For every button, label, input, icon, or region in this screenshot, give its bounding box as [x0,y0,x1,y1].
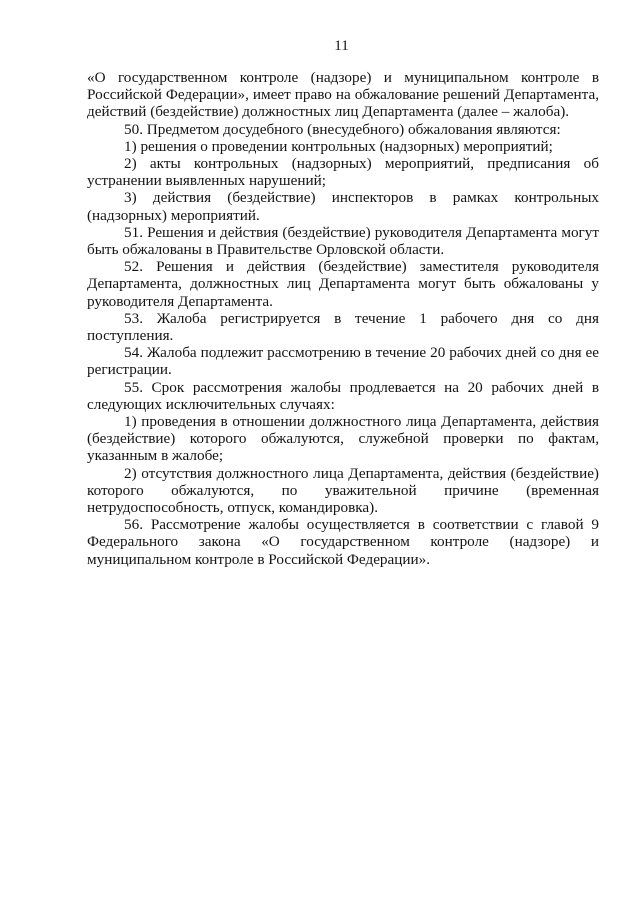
paragraph-52: 52. Решения и действия (бездействие) заместителя руководителя Департамента, должностных лиц Департамента могут быть обжалованы у руководителя Департамента. [87,258,599,310]
paragraph-50: 50. Предметом досудебного (внесудебного) обжалования являются: [124,120,561,138]
paragraph-50-item-3: 3) действия (бездействие) инспекторов в рамках контрольных (надзорных) мероприятий. [87,189,599,224]
paragraph-intro-continuation: «О государственном контроле (надзоре) и муниципальном контроле в Российской Федерации», имеет право на обжалование решений Департамента, действий (бездействие) должностных лиц Департамента (далее – жалоба). [87,69,599,121]
paragraph-51: 51. Решения и действия (бездействие) руководителя Департамента могут быть обжалованы в Правительстве Орловской области. [87,223,599,259]
paragraph-55-item-1: 1) проведения в отношении должностного лица Департамента, действия (бездействие) которого обжалуются, служебной проверки по фактам, указанным в жалобе; [87,413,599,465]
paragraph-50-item-2: 2) акты контрольных (надзорных) мероприятий, предписания об устранении выявленных нарушений; [87,155,599,190]
paragraph-55-item-2: 2) отсутствия должностного лица Департамента, действия (бездействие) которого обжалуются, по уважительной причине (временная нетрудоспособность, отпуск, командировка). [87,464,599,517]
paragraph-55: 55. Срок рассмотрения жалобы продлевается на 20 рабочих дней в следующих исключительных случаях: [87,378,599,413]
paragraph-50-item-1: 1) решения о проведении контрольных (надзорных) мероприятий; [124,137,553,155]
page-number: 11 [334,38,349,54]
document-body [87,69,599,568]
paragraph-56: 56. Рассмотрение жалобы осуществляется в соответствии с главой 9 Федерального закона «О государственном контроле (надзоре) и муниципальном контроле в Российской Федерации». [87,516,599,568]
paragraph-54: 54. Жалоба подлежит рассмотрению в течение 20 рабочих дней со дня ее регистрации. [87,344,599,379]
paragraph-53: 53. Жалоба регистрируется в течение 1 рабочего дня со дня поступления. [87,309,599,345]
